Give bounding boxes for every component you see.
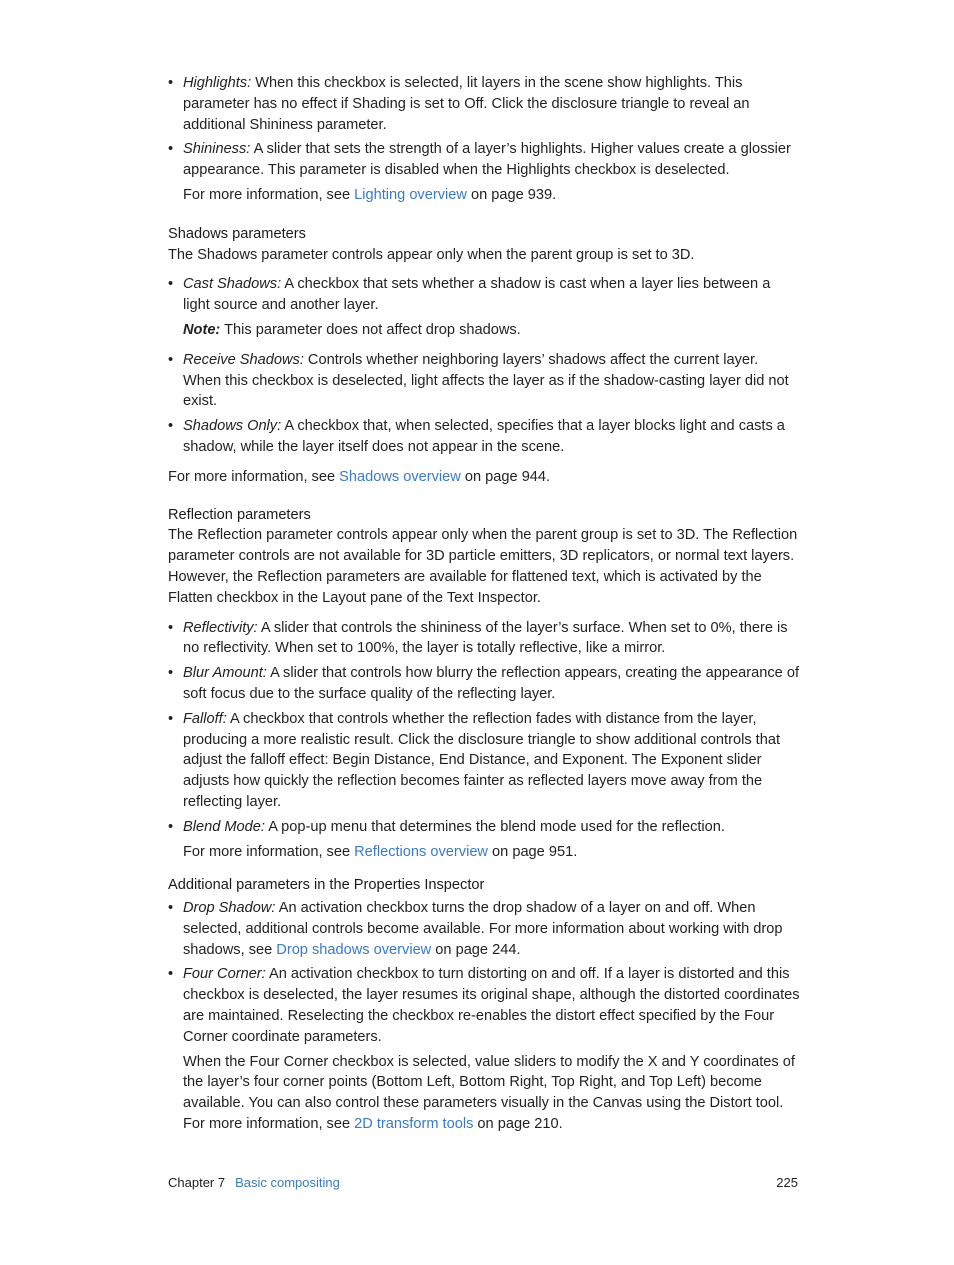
text-falloff: A checkbox that controls whether the reflection fades with distance from the layer, producing a more realistic result. Click the disclosure triangle to show additional controls that adjust the falloff effect: Begin Distance, End Distance, and Exponent. The Exponent slider adjusts how quickly the reflection becomes fainter as reflected layers move away from the reflecting layer. bbox=[183, 710, 781, 810]
list-item-cast-shadows bbox=[168, 274, 800, 316]
list-item-blur-amount bbox=[168, 663, 800, 705]
four-corner-text: When the Four Corner checkbox is selected, value sliders to modify the X and Y coordinates of the layer’s four corner points (Bottom Left, Bottom Right, Top Right, and Top Left) become available. You can also control these parameters visually in the Canvas using the Distort tool. For more information, see bbox=[183, 1053, 795, 1133]
bullet: • bbox=[168, 710, 174, 727]
list-item-highlights bbox=[168, 73, 800, 135]
bullet: • bbox=[168, 75, 174, 91]
text-shadows-only: A checkbox that, when selected, specifies that a layer blocks light and casts a shadow, while the layer itself does not appear in the scene. bbox=[183, 418, 785, 455]
bullet: • bbox=[168, 418, 174, 435]
list-item-reflectivity bbox=[168, 618, 800, 660]
more-info-prefix: For more information, see bbox=[183, 186, 355, 203]
reflection-intro: The Reflection parameter controls appear only when the parent group is set to 3D. The Reflection parameter controls are not available for 3D particle emitters, 3D replicators, or normal text layers. However, the Reflection parameters are available for flattened text, which is activated by the Flatten checkbox in the Layout pane of the Text Inspector. bbox=[168, 527, 798, 606]
more-info-prefix: For more information, see bbox=[183, 843, 355, 860]
bullet: • bbox=[168, 351, 174, 368]
bullet: • bbox=[168, 966, 174, 983]
bullet: • bbox=[168, 141, 174, 158]
lighting-overview-link[interactable]: Lighting overview bbox=[354, 186, 467, 203]
more-info-prefix: For more information, see bbox=[168, 468, 340, 485]
reflection-heading: Reflection parameters bbox=[168, 506, 311, 523]
shadows-more-info bbox=[168, 467, 800, 488]
text-shininess: A slider that sets the strength of a layer’s highlights. Higher values create a glossier appearance. This parameter is disabled when the Highlights checkbox is deselected. bbox=[183, 141, 791, 179]
term-shininess: Shininess: bbox=[183, 141, 251, 158]
page-footer bbox=[168, 1173, 800, 1194]
term-blur-amount: Blur Amount: bbox=[183, 665, 267, 682]
list-item-four-corner bbox=[168, 964, 800, 1047]
bullet: • bbox=[168, 276, 174, 293]
bullet: • bbox=[168, 818, 174, 835]
term-four-corner: Four Corner: bbox=[183, 966, 266, 983]
text-blend-mode: A pop-up menu that determines the blend mode used for the reflection. bbox=[264, 818, 725, 835]
more-info-suffix: on page 944. bbox=[460, 468, 551, 485]
lighting-more-info bbox=[168, 185, 800, 206]
drop-shadows-overview-link[interactable]: Drop shadows overview bbox=[276, 941, 432, 958]
term-receive-shadows: Receive Shadows: bbox=[183, 351, 304, 368]
text-blur-amount: A slider that controls how blurry the reflection appears, creating the appearance of soft focus due to the surface quality of the reflecting layer. bbox=[183, 665, 800, 702]
list-item-shininess bbox=[168, 139, 800, 181]
term-shadows-only: Shadows Only: bbox=[183, 418, 282, 435]
2d-transform-tools-link[interactable]: 2D transform tools bbox=[354, 1116, 474, 1133]
drop-shadow-suffix: on page 244. bbox=[431, 941, 521, 958]
bullet: • bbox=[168, 619, 174, 636]
text-drop-shadow: An activation checkbox turns the drop shadow of a layer on and off. When selected, additional controls become available. For more information about working with drop shadows, see bbox=[183, 900, 783, 958]
text-four-corner: An activation checkbox to turn distorting on and off. If a layer is distorted and this checkbox is deselected, the layer resumes its original shape, although the distorted coordinates are maintained. Reselecting the checkbox re-enables the distort effect specified by the Four Corner coordinate parameters. bbox=[183, 966, 800, 1045]
bullet: • bbox=[168, 900, 174, 917]
list-item-receive-shadows bbox=[168, 350, 800, 412]
term-blend-mode: Blend Mode: bbox=[183, 818, 265, 835]
four-corner-paragraph bbox=[168, 1052, 800, 1135]
list-item-drop-shadow bbox=[168, 898, 800, 960]
page-content bbox=[168, 73, 800, 1139]
reflections-overview-link[interactable]: Reflections overview bbox=[354, 843, 488, 860]
page-number: 225 bbox=[776, 1175, 798, 1190]
list-item-shadows-only bbox=[168, 416, 800, 458]
reflection-more-info bbox=[168, 842, 800, 863]
text-reflectivity: A slider that controls the shininess of the layer’s surface. When set to 0%, there is no reflectivity. When set to 100%, the layer is totally reflective, like a mirror. bbox=[183, 619, 788, 657]
list-item-blend-mode bbox=[168, 817, 800, 838]
term-drop-shadow: Drop Shadow: bbox=[183, 900, 276, 917]
term-falloff: Falloff: bbox=[183, 710, 227, 727]
shadows-heading: Shadows parameters bbox=[168, 225, 306, 242]
list-item-falloff bbox=[168, 709, 800, 813]
shadows-overview-link[interactable]: Shadows overview bbox=[339, 468, 461, 485]
text-highlights: When this checkbox is selected, lit layers in the scene show highlights. This parameter has no effect if Shading is set to Off. Click the disclosure triangle to reveal an additional Shininess parameter. bbox=[183, 75, 750, 133]
term-reflectivity: Reflectivity: bbox=[183, 619, 258, 636]
note-text: This parameter does not affect drop shadows. bbox=[220, 321, 521, 338]
text-receive-shadows: Controls whether neighboring layers’ shadows affect the current layer. When this checkbox is deselected, light affects the layer as if the shadow-casting layer did not exist. bbox=[183, 351, 789, 410]
note bbox=[168, 320, 800, 341]
footer-chapter: Chapter 7 bbox=[168, 1175, 226, 1190]
four-corner-suffix: on page 210. bbox=[473, 1116, 563, 1133]
term-highlights: Highlights: bbox=[183, 75, 252, 91]
more-info-suffix: on page 951. bbox=[487, 843, 578, 860]
footer-chapter-title-link[interactable]: Basic compositing bbox=[235, 1175, 340, 1190]
term-cast-shadows: Cast Shadows: bbox=[183, 276, 282, 293]
note-label: Note: bbox=[183, 321, 221, 338]
additional-heading: Additional parameters in the Properties Inspector bbox=[168, 877, 485, 894]
bullet: • bbox=[168, 665, 174, 682]
shadows-intro: The Shadows parameter controls appear only when the parent group is set to 3D. bbox=[168, 246, 695, 263]
more-info-suffix: on page 939. bbox=[466, 186, 557, 203]
text-cast-shadows: A checkbox that sets whether a shadow is cast when a layer lies between a light source and another layer. bbox=[183, 276, 771, 314]
